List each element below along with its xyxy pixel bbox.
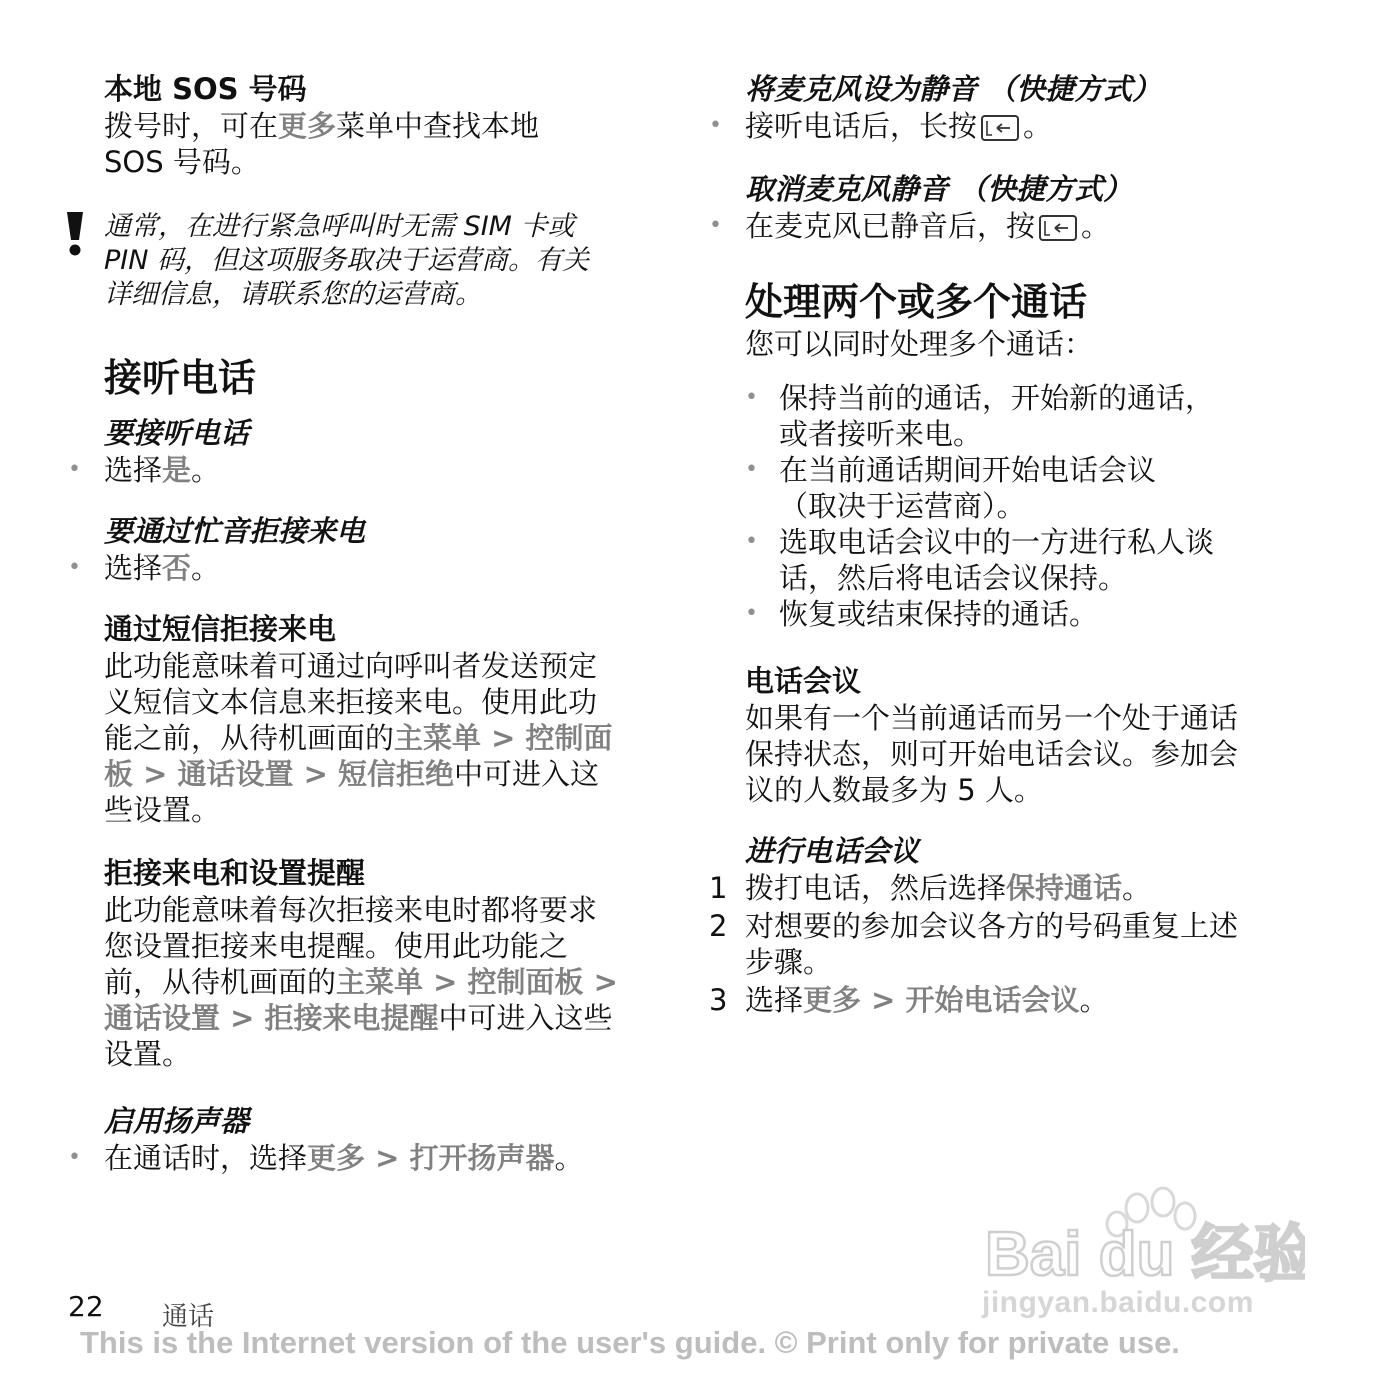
multi-bullet-list xyxy=(745,380,1305,632)
period: 。 xyxy=(191,453,221,487)
sms-line-2: 义短信文本信息来拒接来电。使用此功 xyxy=(104,685,598,719)
list-item-line: 或者接听来电。 xyxy=(779,417,983,451)
remind-menu-path-b: 通话设置 > 拒接来电提醒 xyxy=(104,1001,439,1035)
svg-text:Bai du 经验: Bai du 经验 xyxy=(985,1220,1305,1289)
internet-version-notice: This is the Internet version of the user's guide. © Print only for private use. xyxy=(80,1325,1180,1360)
list-item-line: 选取电话会议中的一方进行私人谈 xyxy=(779,525,1215,559)
conf-line-1: 如果有一个当前通话而另一个处于通话 xyxy=(745,701,1239,735)
to-answer-title: 要接听电话 xyxy=(104,416,250,450)
do-conf-title: 进行电话会议 xyxy=(745,834,920,868)
to-answer-item xyxy=(64,452,664,488)
list-item-line: 在当前通话期间开始电话会议 xyxy=(779,453,1157,487)
sms-menu-path-b: 板 > 通话设置 > 短信拒绝 xyxy=(104,757,454,791)
step-text: 步骤。 xyxy=(745,945,833,979)
note-line-1: 通常，在进行紧急呼叫时无需 SIM 卡或 xyxy=(104,211,575,242)
period: 。 xyxy=(554,1141,584,1175)
remind-line-4 xyxy=(104,1000,664,1036)
multi-intro: 您可以同时处理多个通话： xyxy=(745,327,1094,361)
period: 。 xyxy=(1023,109,1053,143)
unmute-title: 取消麦克风静音 （快捷方式） xyxy=(745,172,1133,206)
bullet-icon: • xyxy=(68,1145,81,1170)
bullet-icon: • xyxy=(745,457,758,482)
note-section xyxy=(64,210,664,312)
speaker-section xyxy=(104,1102,664,1140)
right-column xyxy=(705,70,1305,1018)
sms-reject-section xyxy=(104,610,664,828)
list-item xyxy=(745,380,1305,452)
list-item-line: （取决于运营商）。 xyxy=(779,489,1026,523)
step-number: 3 xyxy=(709,983,728,1017)
sos-text-c: SOS 号码。 xyxy=(104,145,260,179)
period: 。 xyxy=(1079,983,1109,1017)
remind-menu-path-a: 主菜单 > 控制面板 > xyxy=(336,965,618,999)
answer-section xyxy=(104,354,664,452)
reject-busy-text: 选择 xyxy=(104,551,163,585)
to-answer-text: 选择 xyxy=(104,453,163,487)
period: 。 xyxy=(191,551,221,585)
sos-more-link: 更多 xyxy=(278,109,337,143)
key-icon xyxy=(981,115,1019,141)
conf-line-2: 保持状态，则可开始电话会议。参加会 xyxy=(745,737,1239,771)
list-item xyxy=(745,452,1305,524)
sos-text-b: 菜单中查找本地 xyxy=(336,109,540,143)
conf-line-3: 议的人数最多为 5 人。 xyxy=(745,773,1043,807)
bullet-icon: • xyxy=(745,601,758,626)
unmute-item xyxy=(705,208,1305,244)
speaker-menu-path: 更多 > 打开扬声器 xyxy=(307,1141,555,1175)
step-text: 拨打电话，然后选择 xyxy=(745,871,1007,905)
remind-line-2: 您设置拒接来电提醒。使用此功能之 xyxy=(104,929,569,963)
bullet-icon: • xyxy=(745,385,758,410)
exclamation-icon xyxy=(64,210,86,262)
answer-heading: 接听电话 xyxy=(104,356,257,400)
bullet-icon: • xyxy=(68,555,81,580)
hold-call-option: 保持通话 xyxy=(1006,871,1123,905)
speaker-text: 在通话时，选择 xyxy=(104,1141,308,1175)
reject-busy-section xyxy=(104,512,664,550)
speaker-item xyxy=(64,1140,664,1176)
sos-text-a: 拨号时，可在 xyxy=(104,109,279,143)
multi-heading: 处理两个或多个通话 xyxy=(745,280,1088,324)
sms-line-3a: 能之前，从待机画面的 xyxy=(104,721,395,755)
reject-busy-title: 要通过忙音拒接来电 xyxy=(104,514,366,548)
remind-line-3 xyxy=(104,964,664,1000)
unmute-text: 在麦克风已静音后，按 xyxy=(745,209,1036,243)
remind-line-5: 设置。 xyxy=(104,1037,192,1071)
sos-text xyxy=(104,108,664,144)
watermark-url: jingyan.baidu.com xyxy=(982,1286,1254,1319)
remind-title: 拒接来电和设置提醒 xyxy=(104,856,366,890)
remind-line-1: 此功能意味着每次拒接来电时都将要求 xyxy=(104,893,598,927)
step-text: 对想要的参加会议各方的号码重复上述 xyxy=(745,909,1239,943)
period: 。 xyxy=(1122,871,1152,905)
step-item xyxy=(705,870,1305,906)
sms-line-5: 些设置。 xyxy=(104,793,221,827)
list-item xyxy=(745,524,1305,596)
section-name: 通话 xyxy=(162,1302,215,1332)
left-column xyxy=(64,70,664,1176)
multi-section xyxy=(745,278,1305,870)
mute-item xyxy=(705,108,1305,144)
sms-line-4 xyxy=(104,756,664,792)
list-item-line: 保持当前的通话，开始新的通话， xyxy=(779,381,1215,415)
remind-line-4b: 中可进入这些 xyxy=(438,1001,613,1035)
remind-line-3a: 前，从待机画面的 xyxy=(104,965,337,999)
bullet-icon: • xyxy=(745,529,758,554)
yes-option: 是 xyxy=(162,453,192,487)
bullet-icon: • xyxy=(709,213,722,238)
note-line-3: 详细信息，请联系您的运营商。 xyxy=(104,279,482,310)
sos-section xyxy=(104,70,664,180)
remind-section xyxy=(104,854,664,1072)
note-line-2: PIN 码，但这项服务取决于运营商。有关 xyxy=(104,245,590,276)
no-option: 否 xyxy=(162,551,192,585)
sms-line-3 xyxy=(104,720,664,756)
step-item xyxy=(705,982,1305,1018)
step-number: 1 xyxy=(709,871,728,905)
list-item-line: 恢复或结束保持的通话。 xyxy=(779,597,1099,631)
sms-line-1: 此功能意味着可通过向呼叫者发送预定 xyxy=(104,649,598,683)
list-item-line: 话，然后将电话会议保持。 xyxy=(779,561,1128,595)
mute-title: 将麦克风设为静音 （快捷方式） xyxy=(745,72,1162,106)
reject-busy-item xyxy=(64,550,664,586)
speaker-title: 启用扬声器 xyxy=(104,1104,250,1138)
sos-title: 本地 SOS 号码 xyxy=(104,72,307,106)
step-number: 2 xyxy=(709,909,728,943)
sms-menu-path-a: 主菜单 > 控制面 xyxy=(394,721,613,755)
step-item xyxy=(705,908,1305,980)
list-item xyxy=(745,596,1305,632)
sms-reject-title: 通过短信拒接来电 xyxy=(104,612,337,646)
sms-line-4b: 中可进入这 xyxy=(453,757,599,791)
page-number: 22 xyxy=(68,1290,104,1323)
bullet-icon: • xyxy=(709,113,722,138)
period: 。 xyxy=(1081,209,1111,243)
start-conference-option: 更多 > 开始电话会议 xyxy=(803,983,1080,1017)
unmute-section xyxy=(745,170,1305,208)
key-icon xyxy=(1039,215,1077,241)
mute-section xyxy=(745,70,1305,108)
mute-text: 接听电话后，长按 xyxy=(745,109,978,143)
bullet-icon: • xyxy=(68,457,81,482)
conf-title: 电话会议 xyxy=(745,664,862,698)
step-text: 选择 xyxy=(745,983,804,1017)
